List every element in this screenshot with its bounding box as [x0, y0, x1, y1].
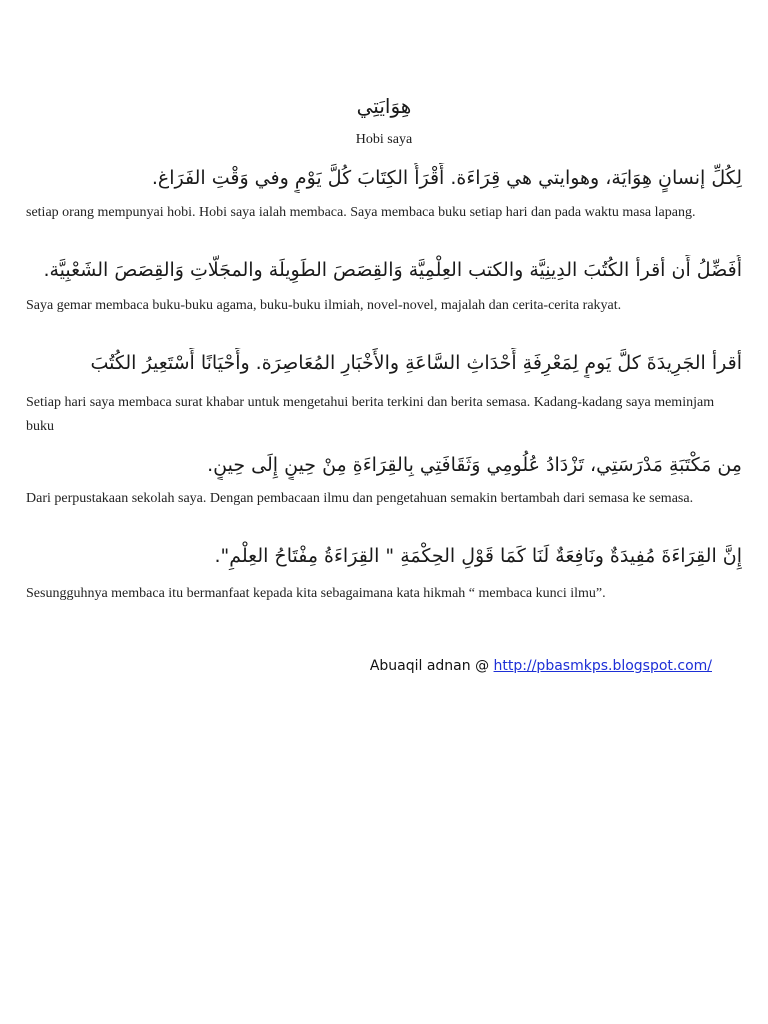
- paragraph-5-malay: Sesungguhnya membaca itu bermanfaat kepada kita sebagaimana kata hikmah “ membaca kunci ilmu”.: [26, 586, 606, 601]
- paragraph-2-malay: Saya gemar membaca buku-buku agama, buku-buku ilmiah, novel-novel, majalah dan cerita-cerita rakyat.: [26, 298, 622, 313]
- paragraph-1-malay: setiap orang mempunyai hobi. Hobi saya ialah membaca. Saya membaca buku setiap hari dan pada waktu masa lapang.: [26, 205, 696, 220]
- paragraph-3-arabic: أقرأ الجَرِيدَةَ كلَّ يَومٍ لِمَعْرِفَةِ أَحْدَاثِ السَّاعَةِ والأَخْبَارِ المُعَاصِرَة. وأَحْيَانًا أَسْتَعِيرُ الكُتُبَ: [90, 352, 742, 374]
- paragraph-1-arabic: لِكُلِّ إنسانٍ هِوَايَة، وهوايتي هي قِرَاءَة. أَقْرَأُ الكِتَابَ كُلَّ يَوْمٍ وفي وَقْتِ الفَرَاغ.: [151, 167, 742, 189]
- paragraph-3-malay: Setiap hari saya membaca surat khabar untuk mengetahui berita terkini dan berita semasa. Kadang-kadang saya meminjam buku: [26, 395, 715, 434]
- paragraph-2-arabic: أُفَضِّلُ أَن أقرأ الكُتُبَ الدِينِيَّة والكتب العِلْمِيَّة وَالقِصَصَ الطَوِيلَة والمجَلَّاتِ وَالقِصَصَ الشَعْبِيَّة.: [43, 259, 742, 281]
- footer-author: Abuaqil adnan @: [369, 658, 494, 674]
- title-arabic: هِوَايَتِي: [356, 94, 412, 118]
- paragraph-5-arabic: إِنَّ القِرَاءَةَ مُفِيدَةٌ ونَافِعَةٌ لَنَا كَمَا قَوْلِ الحِكْمَةِ " القِرَاءَةُ مِفْتَاحُ العِلْمِ".: [214, 545, 742, 567]
- footer-credit: [370, 656, 712, 676]
- blog-link[interactable]: http://pbasmkps.blogspot.com/: [493, 658, 712, 674]
- title-malay: Hobi saya: [355, 132, 413, 147]
- paragraph-4-arabic: مِن مَكْتَبَةِ مَدْرَسَتِي، تَزْدَادُ عُلُومِي وَثَقَافَتِي بِالقِرَاءَةِ مِنْ حِينٍ إِلَى حِينٍ.: [207, 454, 742, 476]
- paragraph-4-malay: Dari perpustakaan sekolah saya. Dengan pembacaan ilmu dan pengetahuan semakin bertambah dari semasa ke semasa.: [26, 491, 694, 506]
